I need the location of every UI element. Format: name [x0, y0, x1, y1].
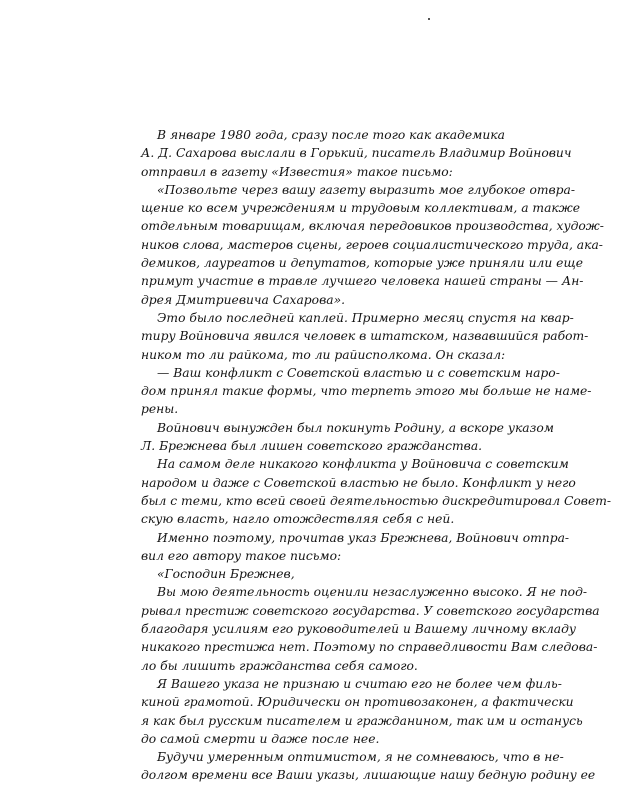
- text-line: примут участие в травле лучшего человека нашей страны — Ан-: [141, 274, 584, 289]
- text-line: благодаря усилиям его руководителей и Вашему личному вкладу: [141, 622, 577, 637]
- text-line: В январе 1980 года, сразу после того как академика: [157, 128, 505, 142]
- body-text: [141, 126, 612, 785]
- text-line: Это было последней каплей. Примерно месяц спустя на квар-: [157, 310, 574, 325]
- text-line: отправил в газету «Известия» такое письмо:: [141, 164, 453, 179]
- text-line: долгом времени все Ваши указы, лишающие нашу бедную родину ее: [141, 768, 596, 783]
- text-line: до самой смерти и даже после нее.: [141, 731, 380, 746]
- text-line: скую власть, нагло отождествляя себя с ней.: [141, 512, 455, 527]
- scan-speck: [428, 18, 430, 20]
- text-line: народом и даже с Советской властью не было. Конфликт у него: [141, 475, 576, 490]
- text-line: никакого престижа нет. Поэтому по справедливости Вам следова-: [141, 640, 598, 655]
- text-line: дом принял такие формы, что терпеть этого мы больше не наме-: [141, 384, 592, 399]
- text-line: На самом деле никакого конфликта у Войновича с советским: [157, 457, 569, 472]
- text-line: киной грамотой. Юридически он противозаконен, а фактически: [141, 695, 574, 710]
- text-line: ников слова, мастеров сцены, героев социалистического труда, ака-: [141, 237, 603, 252]
- text-line: демиков, лауреатов и депутатов, которые уже приняли или еще: [141, 256, 584, 271]
- text-line: Войнович вынужден был покинуть Родину, а вскоре указом: [157, 420, 554, 435]
- text-line: ником то ли райкома, то ли райисполкома. Он сказал:: [141, 347, 506, 362]
- text-line: рывал престиж советского государства. У советского государства: [141, 603, 600, 618]
- text-line: ло бы лишить гражданства себя самого.: [141, 658, 418, 673]
- text-line: Я Вашего указа не признаю и считаю его не более чем филь-: [157, 676, 562, 691]
- text-line: дрея Дмитриевича Сахарова».: [141, 292, 346, 307]
- text-line: рены.: [141, 402, 179, 417]
- text-line: щение ко всем учреждениям и трудовым коллективам, а также: [141, 201, 581, 216]
- text-line: был с теми, кто всей своей деятельностью дискредитировал Совет-: [141, 493, 612, 508]
- text-line: Именно поэтому, прочитав указ Брежнева, Войнович отпра-: [157, 530, 570, 545]
- text-line: Л. Брежнева был лишен советского гражданства.: [141, 439, 483, 454]
- text-line: вил его автору такое письмо:: [141, 548, 342, 563]
- text-line: я как был русским писателем и гражданином, так им и останусь: [141, 713, 583, 728]
- text-line: «Господин Брежнев,: [157, 567, 295, 582]
- text-line: А. Д. Сахарова выслали в Горький, писатель Владимир Войнович: [141, 146, 572, 161]
- text-line: Будучи умеренным оптимистом, я не сомневаюсь, что в не-: [157, 750, 564, 765]
- text-line: Вы мою деятельность оценили незаслуженно высоко. Я не под-: [157, 585, 588, 600]
- text-line: отдельным товарищам, включая передовиков производства, худож-: [141, 219, 604, 234]
- text-line: тиру Войновича явился человек в штатском, назвавшийся работ-: [141, 329, 589, 344]
- text-line: «Позвольте через вашу газету выразить мое глубокое отвра-: [157, 182, 576, 197]
- text-line: — Ваш конфликт с Советской властью и с советским наро-: [157, 365, 560, 380]
